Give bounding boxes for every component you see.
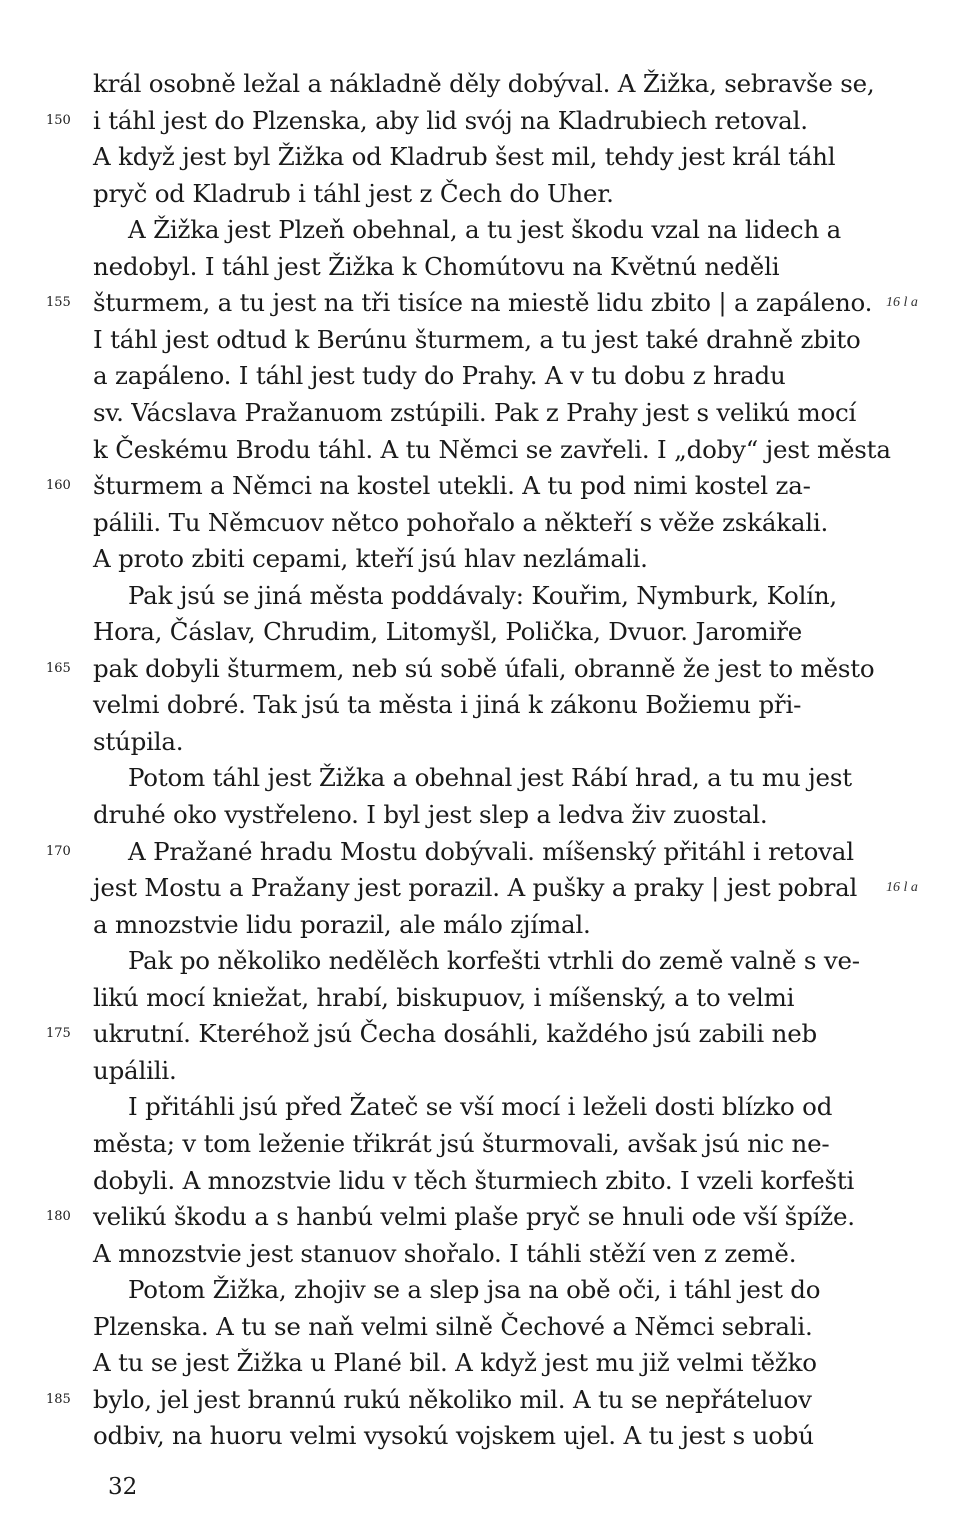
text-line: Hora, Čáslav, Chrudim, Litomyšl, Polička, Dvuor. Jaromiře	[93, 617, 803, 647]
text-line: pryč od Kladrub i táhl jest z Čech do Uher.	[93, 178, 614, 208]
text-line: pak dobyli šturmem, neb sú sobě úfali, obranně že jest to město	[93, 653, 875, 683]
text-line: Plzenska. A tu se naň velmi silně Čechové a Němci sebrali.	[93, 1311, 813, 1341]
text-line: Potom táhl jest Žižka a obehnal jest Rábí hrad, a tu mu jest	[128, 763, 852, 793]
line-number: 175	[46, 1026, 71, 1042]
text-line: A když jest byl Žižka od Kladrub šest mil, tehdy jest král táhl	[93, 142, 836, 172]
text-line: A tu se jest Žižka u Plané bil. A když jest mu již velmi těžko	[93, 1348, 817, 1378]
text-line: stúpila.	[93, 726, 184, 756]
text-line: k Českému Brodu táhl. A tu Němci se zavřeli. I „doby“ jest města	[93, 434, 891, 464]
text-line: jest Mostu a Pražany jest porazil. A pušky a praky | jest pobral	[93, 873, 858, 903]
text-line: odbiv, na huoru velmi vysokú vojskem ujel. A tu jest s uobú	[93, 1421, 814, 1451]
text-line: druhé oko vystřeleno. I byl jest slep a ledva živ zuostal.	[93, 800, 768, 829]
text-line: bylo, jel jest brannú rukú několiko mil. A tu se nepřáteluov	[93, 1384, 812, 1414]
folio-marginal-note: 16 l a	[886, 880, 918, 896]
folio-marginal-note: 16 l a	[886, 295, 918, 311]
line-number: 155	[46, 295, 71, 311]
text-line: A Žižka jest Plzeň obehnal, a tu jest škodu vzal na lidech a	[128, 215, 842, 245]
text-line: velmi dobré. Tak jsú ta města i jiná k zákonu Božiemu při-	[93, 690, 802, 720]
text-line: ukrutní. Kteréhož jsú Čecha dosáhli, každého jsú zabili neb	[93, 1019, 818, 1049]
text-line: Pak jsú se jiná města poddávaly: Kouřim, Nymburk, Kolín,	[128, 580, 838, 610]
text-line: šturmem, a tu jest na tři tisíce na miestě lidu zbito | a zapáleno.	[93, 288, 873, 318]
page-number: 32	[108, 1474, 138, 1500]
text-line: a zapáleno. I táhl jest tudy do Prahy. A v tu dobu z hradu	[93, 361, 786, 391]
line-number: 185	[46, 1391, 71, 1407]
text-line: nedobyl. I táhl jest Žižka k Chomútovu na Květnú neděli	[93, 251, 780, 281]
text-line: Potom Žižka, zhojiv se a slep jsa na obě oči, i táhl jest do	[128, 1275, 821, 1305]
text-line: likú mocí kniežat, hrabí, biskupuov, i míšenský, a to velmi	[93, 982, 795, 1012]
text-line: sv. Vácslava Pražanuom zstúpili. Pak z Prahy jest s velikú mocí	[93, 397, 857, 427]
text-line: A proto zbiti cepami, kteří jsú hlav nezlámali.	[93, 544, 648, 574]
text-line: Pak po několiko nedělěch korfešti vtrhli do země valně s ve-	[128, 946, 860, 976]
text-line: A Pražané hradu Mostu dobývali. míšenský přitáhl i retoval	[128, 836, 854, 866]
text-line: a mnozstvie lidu porazil, ale málo zjímal.	[93, 909, 591, 939]
text-line: král osobně ležal a nákladně děly dobýval. A Žižka, sebravše se,	[93, 69, 875, 98]
line-number: 165	[46, 660, 71, 676]
text-line: šturmem a Němci na kostel utekli. A tu pod nimi kostel za-	[93, 471, 811, 501]
text-line: velikú škodu a s hanbú velmi plaše pryč se hnuli ode vší špíže.	[93, 1202, 855, 1232]
text-line: upálili.	[93, 1055, 177, 1085]
text-line: A mnozstvie jest stanuov shořalo. I táhli stěží ven z země.	[93, 1238, 797, 1268]
text-line: i táhl jest do Plzenska, aby lid svój na Kladrubiech retoval.	[93, 105, 808, 135]
line-number: 170	[46, 843, 71, 859]
text-line: dobyli. A mnozstvie lidu v těch šturmiech zbito. I vzeli korfešti	[93, 1165, 855, 1195]
text-line: I přitáhli jsú před Žateč se vší mocí i leželi dosti blízko od	[128, 1092, 833, 1122]
text-line: I táhl jest odtud k Berúnu šturmem, a tu jest také drahně zbito	[93, 324, 861, 354]
text-line: pálili. Tu Němcuov nětco pohořalo a někteří s věže zskákali.	[93, 507, 829, 537]
line-number: 160	[46, 478, 71, 494]
line-number: 180	[46, 1209, 71, 1225]
text-line: města; v tom leženie třikrát jsú šturmovali, avšak jsú nic ne-	[93, 1128, 830, 1158]
line-number: 150	[46, 112, 71, 128]
